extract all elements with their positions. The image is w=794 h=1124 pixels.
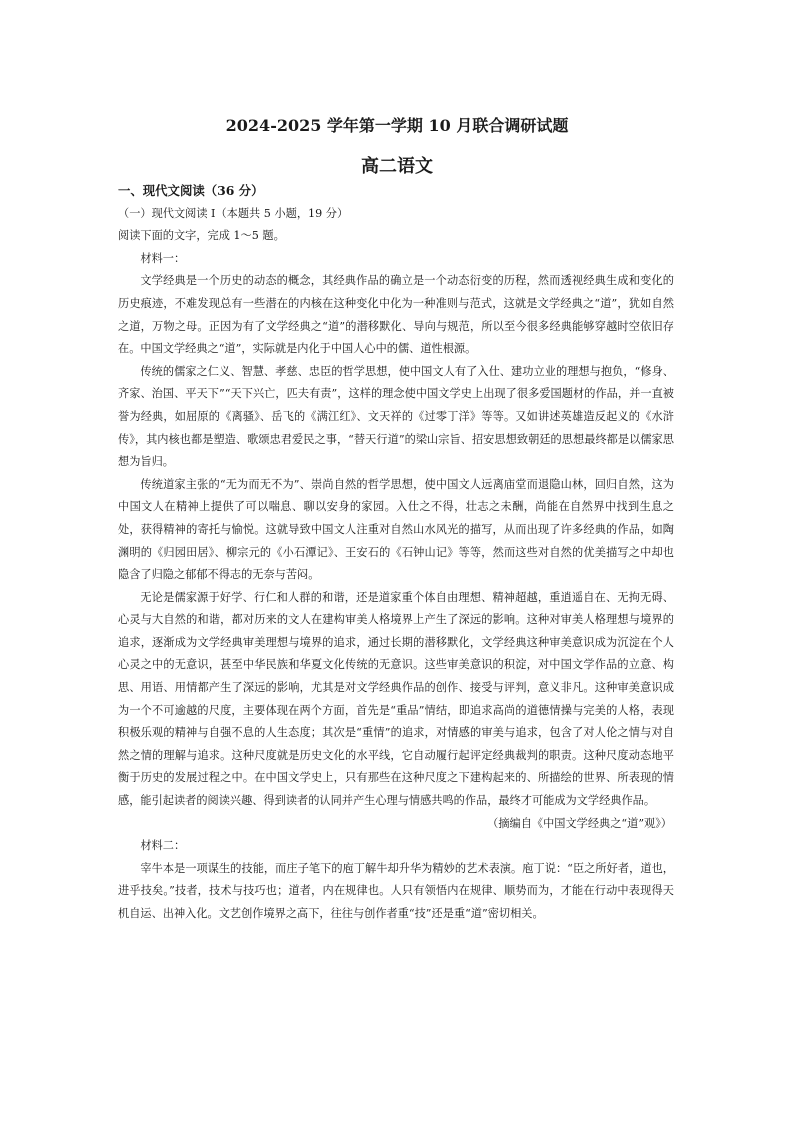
section-subheading: （一）现代文阅读 I（本题共 5 小题，19 分）	[118, 206, 349, 220]
exam-title: 2024-2025 学年第一学期 10 月联合调研试题	[225, 116, 569, 135]
material-one-paragraph-2: 传统的儒家之仁义、智慧、孝慈、忠臣的哲学思想，使中国文人有了入仕、建功立业的理想与抱负，“修身、齐家、治国、平天下”“天下兴亡，匹夫有责”，这样的理念使中国文学史上出现了很多爱国题材的作品，并一直被誉为经典，如屈原的《离骚》、岳飞的《满江红》、文天祥的《过零丁洋》等等。又如讲述英雄造反起义的《水浒传》，其内核也都是塑造、歌颂忠君爱民之事，“替天行道”的梁山宗旨、招安思想致朝廷的思想最终都是以儒家思想为旨归。	[118, 364, 674, 469]
reading-instruction: 阅读下面的文字，完成 1～5 题。	[118, 229, 285, 243]
material-one-paragraph-4: 无论是儒家源于好学、行仁和人群的和谐，还是道家重个体自由理想、精神超越，重逍遥自在、无拘无碍、心灵与大自然的和谐，都对历来的文人在建构审美人格境界上产生了深远的影响。这种对审美人格理想与境界的追求，逐渐成为文学经典审美理想与境界的追求，通过长期的潜移默化，文学经典这种审美意识成为沉淀在个人心灵之中的无意识，甚至中华民族和华夏文化传统的无意识。这些审美意识的积淀，对中国文学作品的立意、构思、用语、用情都产生了深远的影响，尤其是对文学经典作品的创作、接受与评判，意义非凡。这种审美意识成为一个不可逾越的尺度，主要体现在两个方面，首先是“重品”情结，即追求高尚的道德情操与完美的人格，表现积极乐观的精神与自强不息的人生态度；其次是“重情”的追求，对情感的审美与追求，包含了对人伦之情与对自然之情的理解与追求。这种尺度就是历史文化的水平线，它自动履行起评定经典裁判的职责。这种尺度动态地平衡于历史的发展过程之中。在中国文学史上，只有那些在这种尺度之下建构起来的、所描绘的世界、所表现的情感，能引起读者的阅读兴趣、得到读者的认同并产生心理与情感共鸣的作品，最终才可能成为文学经典作品。	[118, 590, 674, 808]
material-one-label: 材料一：	[140, 251, 186, 265]
material-two-paragraph-1: 宰牛本是一项谋生的技能，而庄子笔下的庖丁解牛却升华为精妙的艺术表演。庖丁说：“臣之所好者，道也，进乎技矣。”技者，技术与技巧也；道者，内在规律也。人只有领悟内在规律、顺势而为，才能在行动中表现得天机自运、出神入化。文艺创作境界之高下，往往与创作者重“技”还是重“道”密切相关。	[118, 861, 674, 920]
section-heading: 一、现代文阅读（36 分）	[118, 183, 264, 198]
material-one-paragraph-3: 传统道家主张的“无为而无不为”、崇尚自然的哲学思想，使中国文人远离庙堂而退隐山林，回归自然，这为中国文人在精神上提供了可以喘息、聊以安身的家园。入仕之不得，壮志之未酬，尚能在自然界中找到生息之处，获得精神的寄托与愉悦。这就导致中国文人注重对自然山水风光的描写，从而出现了许多经典的作品，如陶渊明的《归园田居》、柳宗元的《小石潭记》、王安石的《石钟山记》等等，然而这些对自然的优美描写之中却也隐含了归隐之郁郁不得志的无奈与苦闷。	[118, 477, 674, 582]
material-one-paragraph-1: 文学经典是一个历史的动态的概念，其经典作品的确立是一个动态衍变的历程，然而透视经典生成和变化的历史痕迹，不难发现总有一些潜在的内核在这种变化中化为一种准则与范式，这就是文学经典之“道”，犹如自然之道，万物之母。正因为有了文学经典之“道”的潜移默化、导向与规范，所以至今很多经典能够穿越时空依旧存在。中国文学经典之“道”，实际就是内化于中国人心中的儒、道性根源。	[118, 274, 674, 356]
material-one-source: （摘编自《中国文学经典之“道”观》）	[487, 816, 672, 830]
material-two-label: 材料二：	[140, 839, 186, 853]
reading-section	[118, 180, 674, 926]
subject-title: 高二语文	[361, 156, 433, 177]
